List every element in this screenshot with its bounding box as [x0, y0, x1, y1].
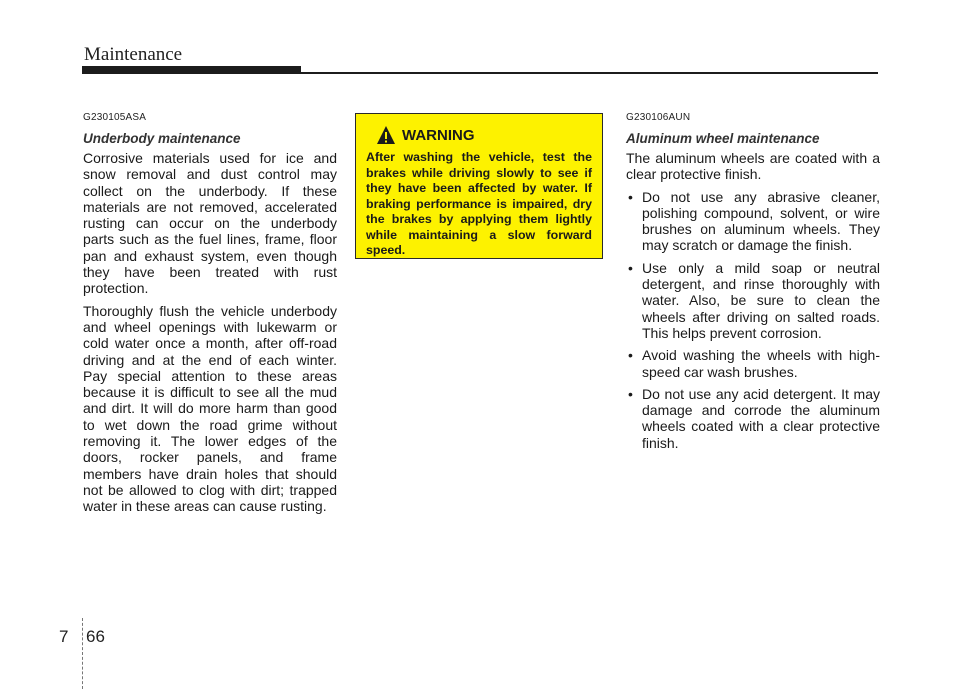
bullet-text: Do not use any abrasive cleaner, polishing compound, solvent, or wire brushes on aluminum wheels. They may scratch or damage the finish. — [642, 188, 880, 254]
warning-triangle-icon — [376, 125, 396, 145]
list-item — [626, 386, 880, 451]
warning-title: WARNING — [402, 126, 475, 144]
list-item — [626, 260, 880, 341]
warning-box — [355, 113, 603, 259]
bullet-text: Avoid washing the wheels with high-speed car wash brushes. — [642, 347, 880, 380]
underbody-paragraph: Corrosive materials used for ice and snow removal and dust control may collect on the underbody. If these materials are not removed, accelerated rusting can occur on the underbody parts such as the fuel lines, frame, floor pan and exhaust system, even though they have been treated with rust protection. — [83, 150, 337, 297]
underbody-heading: Underbody maintenance — [83, 131, 241, 146]
header-rule-thick — [82, 66, 301, 74]
reference-code: G230105ASA — [83, 112, 147, 123]
warning-header — [376, 122, 592, 148]
chapter-number: 7 — [59, 627, 69, 646]
section-title: Maintenance — [84, 44, 183, 65]
aluminum-wheel-heading: Aluminum wheel maintenance — [626, 131, 820, 146]
aluminum-wheel-intro: The aluminum wheels are coated with a clear protective finish. — [626, 150, 880, 183]
list-item — [626, 347, 880, 380]
page-number: 66 — [86, 627, 105, 646]
bullet-icon: • — [628, 259, 633, 276]
footer-divider — [82, 618, 83, 689]
underbody-paragraph: Thoroughly flush the vehicle underbody and wheel openings with lukewarm or cold water once a month, after off-road driving and at the end of each winter. Pay special attention to these areas because it is difficult to see all the mud and dirt. It will do more harm than good to wet down the road grime without removing it. The lower edges of the doors, rocker panels, and frame members have drain holes that should not be allowed to clog with dirt; trapped water in these areas can cause rusting. — [83, 302, 337, 515]
list-item — [626, 189, 880, 254]
underbody-section — [83, 112, 337, 521]
reference-code: G230106AUN — [626, 112, 691, 123]
bullet-text: Do not use any acid detergent. It may damage and corrode the aluminum wheels coated with a clear protective finish. — [642, 385, 880, 451]
bullet-icon: • — [628, 188, 633, 205]
aluminum-wheel-section — [626, 112, 880, 457]
care-bullet-list — [626, 189, 880, 451]
warning-text: After washing the vehicle, test the brakes while driving slowly to see if they have been affected by water. If braking performance is impaired, dry the brakes by applying them lightly while maintaining a slow forward speed. — [366, 150, 592, 257]
bullet-icon: • — [628, 347, 633, 364]
bullet-text: Use only a mild soap or neutral detergent, and rinse thoroughly with water. Also, be sure to clean the wheels after driving on salted roads. This helps prevent corrosion. — [642, 259, 880, 341]
header-rule-thin — [301, 72, 878, 74]
bullet-icon: • — [628, 385, 633, 402]
